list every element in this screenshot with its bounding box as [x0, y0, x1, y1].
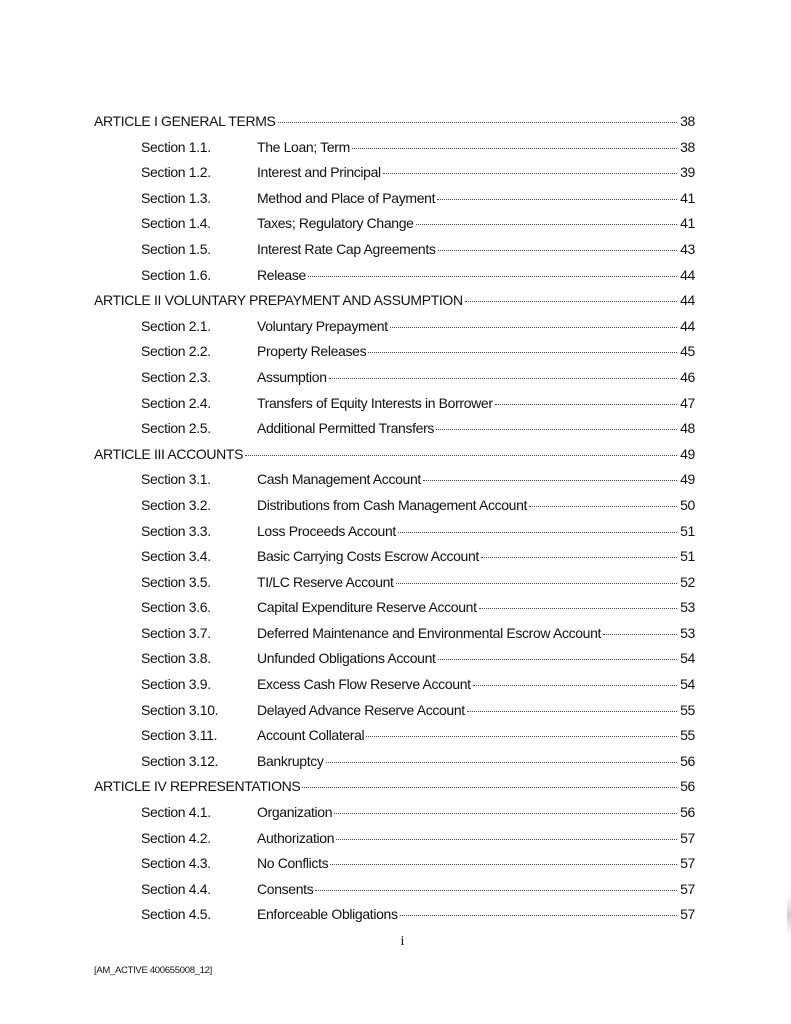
dot-leader [366, 735, 677, 737]
dot-leader [308, 275, 677, 277]
page-ref: 51 [680, 522, 695, 539]
toc-section-entry [94, 211, 695, 237]
section-title: Excess Cash Flow Reserve Account [257, 676, 471, 693]
section-number: Section 1.3. [141, 189, 211, 206]
toc-section-entry [94, 263, 695, 289]
section-number: Section 1.4. [141, 215, 211, 232]
page-ref: 39 [680, 164, 695, 181]
section-number: Section 3.6. [141, 599, 211, 616]
toc-section-entry [94, 237, 695, 263]
article-title: ARTICLE IV REPRESENTATIONS [94, 778, 301, 795]
toc-section-entry [94, 467, 695, 493]
page-ref: 46 [680, 368, 695, 385]
document-id-footer: [AM_ACTIVE 400655008_12] [94, 965, 212, 976]
dot-leader [438, 658, 677, 660]
section-title: No Conflicts [257, 855, 329, 872]
section-title: Deferred Maintenance and Environmental Escrow Account [257, 624, 602, 641]
section-title: Taxes; Regulatory Change [257, 215, 414, 232]
section-title: Method and Place of Payment [257, 189, 436, 206]
section-number: Section 2.3. [141, 368, 211, 385]
section-title: Property Releases [257, 343, 367, 360]
dot-leader [423, 479, 677, 481]
section-title: Additional Permitted Transfers [257, 420, 435, 437]
toc-article-entry [94, 442, 695, 468]
page-ref: 49 [680, 471, 695, 488]
dot-leader [436, 428, 677, 430]
section-title: Consents [257, 880, 314, 897]
toc-section-entry [94, 851, 695, 877]
toc-section-entry [94, 749, 695, 775]
section-number: Section 4.4. [141, 880, 211, 897]
page-ref: 50 [680, 496, 695, 513]
page-ref: 43 [680, 240, 695, 257]
dot-leader [479, 607, 677, 609]
section-title: The Loan; Term [257, 138, 350, 155]
dot-leader [398, 531, 677, 533]
dot-leader [336, 838, 677, 840]
toc-section-entry [94, 800, 695, 826]
section-title: Delayed Advance Reserve Account [257, 701, 465, 718]
dot-leader [278, 121, 677, 123]
section-number: Section 3.11. [141, 727, 218, 744]
section-title: Release [257, 266, 306, 283]
section-number: Section 3.8. [141, 650, 211, 667]
section-number: Section 2.2. [141, 343, 211, 360]
section-number: Section 4.2. [141, 829, 211, 846]
section-title: Bankruptcy [257, 752, 324, 769]
dot-leader [326, 761, 677, 763]
section-number: Section 4.5. [141, 906, 211, 923]
section-number: Section 2.4. [141, 394, 211, 411]
dot-leader [473, 684, 677, 686]
article-title: ARTICLE I GENERAL TERMS [94, 113, 276, 129]
dot-leader [465, 300, 677, 302]
section-number: Section 3.9. [141, 676, 211, 693]
dot-leader [529, 505, 677, 507]
section-title: Assumption [257, 368, 327, 385]
dot-leader [352, 147, 677, 149]
page-ref: 56 [680, 804, 695, 821]
page-ref: 38 [680, 138, 695, 155]
section-title: TI/LC Reserve Account [257, 573, 394, 590]
page-ref: 57 [680, 829, 695, 846]
page-ref: 45 [680, 343, 695, 360]
page-ref: 41 [680, 215, 695, 232]
page-ref: 51 [680, 548, 695, 565]
section-number: Section 3.2. [141, 496, 211, 513]
section-number: Section 1.1. [141, 138, 211, 155]
section-title: Capital Expenditure Reserve Account [257, 599, 477, 616]
section-title: Authorization [257, 829, 335, 846]
page-ref: 53 [680, 599, 695, 616]
toc-section-entry [94, 339, 695, 365]
section-number: Section 1.2. [141, 164, 211, 181]
section-title: Loss Proceeds Account [257, 522, 396, 539]
toc-section-entry [94, 186, 695, 212]
article-title: ARTICLE II VOLUNTARY PREPAYMENT AND ASSUMPTION [94, 292, 463, 309]
section-number: Section 3.4. [141, 548, 211, 565]
dot-leader [302, 786, 677, 788]
toc-section-entry [94, 826, 695, 852]
page-ref: 41 [680, 189, 695, 206]
page-ref: 56 [680, 778, 695, 795]
dot-leader [334, 812, 677, 814]
page-number: i [400, 934, 405, 949]
section-title: Distributions from Cash Management Account [257, 496, 528, 513]
section-number: Section 1.5. [141, 240, 211, 257]
page-ref: 49 [680, 445, 695, 462]
toc-section-entry [94, 902, 695, 928]
toc-section-entry [94, 621, 695, 647]
toc-section-entry [94, 391, 695, 417]
section-title: Basic Carrying Costs Escrow Account [257, 548, 479, 565]
section-title: Transfers of Equity Interests in Borrower [257, 394, 493, 411]
toc-section-entry [94, 672, 695, 698]
toc-article-entry [94, 109, 695, 135]
dot-leader [437, 198, 677, 200]
toc-section-entry [94, 493, 695, 519]
dot-leader [603, 633, 677, 635]
toc-section-entry [94, 877, 695, 903]
section-title: Unfunded Obligations Account [257, 650, 436, 667]
section-title: Interest Rate Cap Agreements [257, 240, 436, 257]
toc-section-entry [94, 698, 695, 724]
dot-leader [396, 582, 677, 584]
table-of-contents [94, 109, 695, 928]
page-ref: 55 [680, 701, 695, 718]
page-ref: 57 [680, 880, 695, 897]
section-number: Section 3.12. [141, 752, 219, 769]
dot-leader [467, 710, 677, 712]
toc-section-entry [94, 544, 695, 570]
toc-section-entry [94, 314, 695, 340]
section-title: Organization [257, 804, 333, 821]
dot-leader [438, 249, 677, 251]
section-number: Section 3.3. [141, 522, 211, 539]
article-title: ARTICLE III ACCOUNTS [94, 445, 244, 462]
page-ref: 44 [680, 292, 695, 309]
toc-section-entry [94, 595, 695, 621]
toc-section-entry [94, 416, 695, 442]
page-ref: 54 [680, 650, 695, 667]
dot-leader [400, 914, 677, 916]
section-number: Section 3.7. [141, 624, 211, 641]
toc-section-entry [94, 570, 695, 596]
toc-section-entry [94, 646, 695, 672]
toc-section-entry [94, 519, 695, 545]
toc-section-entry [94, 160, 695, 186]
dot-leader [368, 351, 677, 353]
page-ref: 38 [680, 113, 695, 129]
page-ref: 54 [680, 676, 695, 693]
page-ref: 57 [680, 855, 695, 872]
dot-leader [315, 889, 677, 891]
section-number: Section 2.5. [141, 420, 211, 437]
page-ref: 53 [680, 624, 695, 641]
page-ref: 47 [680, 394, 695, 411]
section-number: Section 3.1. [141, 471, 211, 488]
section-number: Section 2.1. [141, 317, 211, 334]
page-ref: 44 [680, 266, 695, 283]
section-title: Interest and Principal [257, 164, 381, 181]
section-number: Section 1.6. [141, 266, 211, 283]
section-number: Section 4.3. [141, 855, 211, 872]
toc-section-entry [94, 365, 695, 391]
dot-leader [329, 377, 677, 379]
toc-article-entry [94, 774, 695, 800]
section-title: Voluntary Prepayment [257, 317, 388, 334]
dot-leader [495, 403, 677, 405]
section-title: Enforceable Obligations [257, 906, 398, 923]
toc-section-entry [94, 135, 695, 161]
toc-section-entry [94, 723, 695, 749]
dot-leader [330, 863, 677, 865]
section-number: Section 4.1. [141, 804, 211, 821]
page-ref: 44 [680, 317, 695, 334]
dot-leader [481, 556, 677, 558]
page-ref: 57 [680, 906, 695, 923]
page-ref: 55 [680, 727, 695, 744]
dot-leader [416, 223, 677, 225]
page-ref: 56 [680, 752, 695, 769]
toc-article-entry [94, 288, 695, 314]
section-title: Cash Management Account [257, 471, 421, 488]
dot-leader [245, 454, 677, 456]
page-ref: 48 [680, 420, 695, 437]
page-ref: 52 [680, 573, 695, 590]
scan-edge-shadow [787, 895, 791, 935]
section-number: Section 3.5. [141, 573, 211, 590]
section-title: Account Collateral [257, 727, 365, 744]
dot-leader [390, 326, 677, 328]
section-number: Section 3.10. [141, 701, 219, 718]
dot-leader [383, 172, 677, 174]
